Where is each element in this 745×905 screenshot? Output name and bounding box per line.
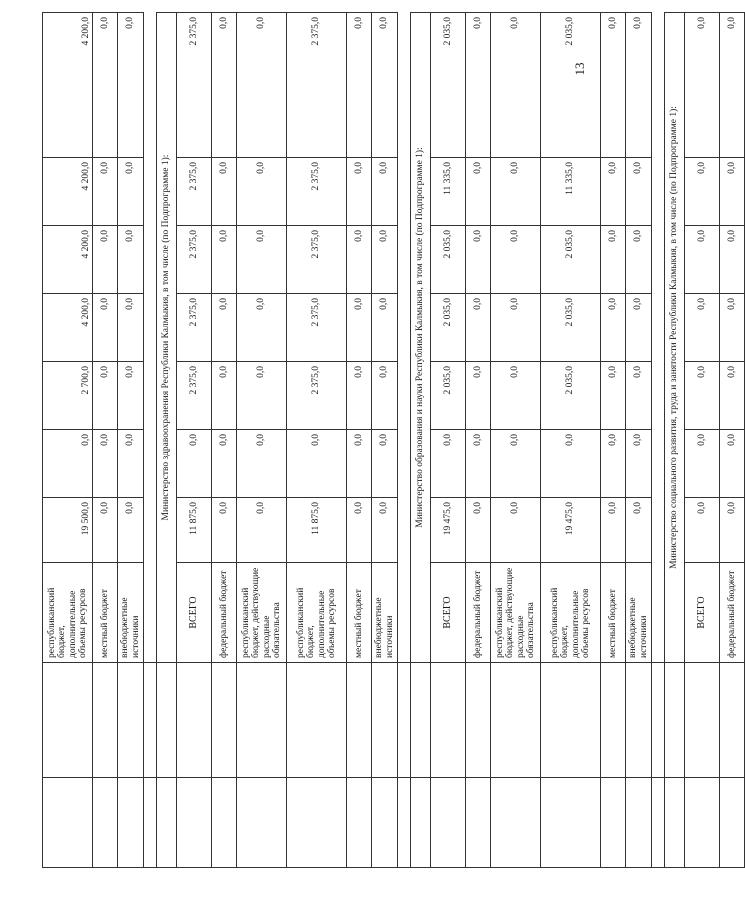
value-cell: 11 335,0 [541, 158, 601, 226]
table-row [177, 13, 212, 868]
section-title-row [157, 13, 177, 868]
empty-cell [157, 778, 177, 868]
value-cell: 0,0 [347, 498, 372, 563]
value-cell: 0,0 [118, 158, 144, 226]
value-cell: 2 700,0 [43, 362, 93, 430]
value-cell: 0,0 [212, 362, 237, 430]
table-row [541, 13, 601, 868]
value-cell: 0,0 [212, 498, 237, 563]
section-title: Министерство образования и науки Республики Калмыкия, в том числе (по Подпрограмме 1): [411, 13, 431, 663]
row-label: федеральный бюджет [212, 563, 237, 663]
table-row [347, 13, 372, 868]
empty-cell [398, 13, 411, 663]
value-cell: 0,0 [626, 498, 652, 563]
value-cell: 0,0 [720, 158, 745, 226]
section-gap-row [398, 13, 411, 868]
empty-cell [212, 663, 237, 778]
value-cell: 0,0 [685, 158, 720, 226]
empty-cell [212, 778, 237, 868]
value-cell: 0,0 [118, 294, 144, 362]
empty-cell [411, 663, 431, 778]
value-cell: 0,0 [93, 13, 118, 158]
row-label: республиканский бюджет, действующие расходные обязательства [491, 563, 541, 663]
empty-cell [665, 663, 685, 778]
value-cell: 0,0 [347, 362, 372, 430]
value-cell: 19 475,0 [431, 498, 466, 563]
value-cell: 0,0 [601, 13, 626, 158]
row-label: республиканский бюджет, дополнительные объемы ресурсов [287, 563, 347, 663]
value-cell: 0,0 [237, 498, 287, 563]
value-cell: 0,0 [720, 294, 745, 362]
table-row [466, 13, 491, 868]
empty-cell [491, 778, 541, 868]
value-cell: 2 375,0 [177, 294, 212, 362]
row-label: федеральный бюджет [466, 563, 491, 663]
table-row [720, 13, 745, 868]
empty-cell [93, 663, 118, 778]
value-cell: 0,0 [685, 362, 720, 430]
value-cell: 0,0 [466, 158, 491, 226]
value-cell: 0,0 [43, 430, 93, 498]
section-title: Министерство здравоохранения Республики Калмыкия, в том числе (по Подпрограмме 1): [157, 13, 177, 663]
table-row [431, 13, 466, 868]
value-cell: 0,0 [237, 158, 287, 226]
value-cell: 0,0 [212, 158, 237, 226]
value-cell: 0,0 [491, 362, 541, 430]
value-cell: 0,0 [626, 226, 652, 294]
value-cell: 0,0 [626, 158, 652, 226]
budget-table-body [43, 13, 745, 868]
empty-cell [541, 663, 601, 778]
value-cell: 11 875,0 [287, 498, 347, 563]
empty-cell [652, 13, 665, 663]
empty-cell [93, 778, 118, 868]
value-cell: 0,0 [118, 498, 144, 563]
value-cell: 0,0 [372, 13, 398, 158]
empty-cell [287, 778, 347, 868]
empty-cell [118, 778, 144, 868]
value-cell: 0,0 [431, 430, 466, 498]
table-row [601, 13, 626, 868]
value-cell: 0,0 [626, 13, 652, 158]
table-row [237, 13, 287, 868]
value-cell: 0,0 [685, 226, 720, 294]
value-cell: 0,0 [212, 294, 237, 362]
value-cell: 0,0 [347, 226, 372, 294]
table-row [43, 13, 93, 868]
row-label: внебюджетные источники [372, 563, 398, 663]
empty-cell [491, 663, 541, 778]
empty-cell [601, 778, 626, 868]
value-cell: 0,0 [118, 430, 144, 498]
table-row [287, 13, 347, 868]
value-cell: 0,0 [720, 226, 745, 294]
value-cell: 2 375,0 [177, 13, 212, 158]
value-cell: 2 375,0 [177, 362, 212, 430]
value-cell: 0,0 [372, 498, 398, 563]
empty-cell [626, 663, 652, 778]
row-label: внебюджетные источники [118, 563, 144, 663]
value-cell: 2 035,0 [541, 226, 601, 294]
value-cell: 0,0 [287, 430, 347, 498]
empty-cell [144, 663, 157, 778]
value-cell: 0,0 [685, 13, 720, 158]
value-cell: 11 875,0 [177, 498, 212, 563]
empty-cell [411, 778, 431, 868]
value-cell: 0,0 [237, 430, 287, 498]
row-label: ВСЕГО [177, 563, 212, 663]
table-row [212, 13, 237, 868]
value-cell: 0,0 [237, 226, 287, 294]
empty-cell [398, 778, 411, 868]
value-cell: 0,0 [372, 294, 398, 362]
empty-cell [177, 778, 212, 868]
value-cell: 0,0 [720, 13, 745, 158]
value-cell: 0,0 [491, 430, 541, 498]
value-cell: 0,0 [685, 430, 720, 498]
value-cell: 0,0 [466, 13, 491, 158]
budget-table [42, 12, 745, 868]
value-cell: 0,0 [541, 430, 601, 498]
empty-cell [347, 778, 372, 868]
table-row [626, 13, 652, 868]
value-cell: 0,0 [601, 430, 626, 498]
value-cell: 2 375,0 [287, 13, 347, 158]
row-label: местный бюджет [601, 563, 626, 663]
value-cell: 2 035,0 [431, 226, 466, 294]
row-label: ВСЕГО [431, 563, 466, 663]
value-cell: 11 335,0 [431, 158, 466, 226]
value-cell: 0,0 [491, 498, 541, 563]
empty-cell [372, 663, 398, 778]
value-cell: 4 200,0 [43, 13, 93, 158]
table-row [372, 13, 398, 868]
empty-cell [685, 778, 720, 868]
empty-cell [287, 663, 347, 778]
table-row [685, 13, 720, 868]
value-cell: 0,0 [93, 226, 118, 294]
value-cell: 0,0 [626, 430, 652, 498]
empty-cell [541, 778, 601, 868]
value-cell: 0,0 [93, 158, 118, 226]
value-cell: 0,0 [626, 294, 652, 362]
section-title-row [665, 13, 685, 868]
empty-cell [685, 663, 720, 778]
value-cell: 2 375,0 [177, 226, 212, 294]
empty-cell [431, 663, 466, 778]
empty-cell [720, 663, 745, 778]
value-cell: 0,0 [372, 362, 398, 430]
empty-cell [144, 13, 157, 663]
value-cell: 2 035,0 [541, 13, 601, 158]
row-label: местный бюджет [347, 563, 372, 663]
table-row [491, 13, 541, 868]
empty-cell [431, 778, 466, 868]
value-cell: 0,0 [626, 362, 652, 430]
empty-cell [398, 663, 411, 778]
row-label: ВСЕГО [685, 563, 720, 663]
row-label: местный бюджет [93, 563, 118, 663]
empty-cell [720, 778, 745, 868]
value-cell: 0,0 [177, 430, 212, 498]
value-cell: 0,0 [491, 294, 541, 362]
empty-cell [43, 663, 93, 778]
empty-cell [347, 663, 372, 778]
value-cell: 0,0 [601, 498, 626, 563]
value-cell: 0,0 [372, 158, 398, 226]
value-cell: 2 035,0 [541, 294, 601, 362]
value-cell: 2 375,0 [287, 158, 347, 226]
value-cell: 0,0 [212, 13, 237, 158]
page-number: 13 [572, 62, 587, 76]
empty-cell [177, 663, 212, 778]
value-cell: 0,0 [466, 362, 491, 430]
table-row [118, 13, 144, 868]
empty-cell [665, 778, 685, 868]
rotated-page [42, 13, 737, 868]
value-cell: 2 375,0 [287, 226, 347, 294]
value-cell: 0,0 [118, 13, 144, 158]
empty-cell [652, 663, 665, 778]
value-cell: 0,0 [347, 294, 372, 362]
empty-cell [626, 778, 652, 868]
value-cell: 4 200,0 [43, 226, 93, 294]
value-cell: 0,0 [347, 158, 372, 226]
value-cell: 0,0 [118, 362, 144, 430]
section-gap-row [652, 13, 665, 868]
value-cell: 0,0 [601, 294, 626, 362]
value-cell: 0,0 [93, 430, 118, 498]
empty-cell [466, 663, 491, 778]
empty-cell [601, 663, 626, 778]
empty-cell [237, 778, 287, 868]
table-row [93, 13, 118, 868]
row-label: республиканский бюджет, дополнительные объемы ресурсов [43, 563, 93, 663]
value-cell: 0,0 [491, 13, 541, 158]
row-label: республиканский бюджет, действующие расходные обязательства [237, 563, 287, 663]
value-cell: 0,0 [93, 498, 118, 563]
value-cell: 0,0 [720, 430, 745, 498]
value-cell: 0,0 [212, 226, 237, 294]
row-label: внебюджетные источники [626, 563, 652, 663]
value-cell: 0,0 [685, 294, 720, 362]
value-cell: 2 035,0 [431, 13, 466, 158]
value-cell: 0,0 [237, 13, 287, 158]
value-cell: 19 475,0 [541, 498, 601, 563]
empty-cell [43, 778, 93, 868]
value-cell: 2 375,0 [287, 362, 347, 430]
value-cell: 0,0 [491, 226, 541, 294]
value-cell: 2 035,0 [541, 362, 601, 430]
empty-cell [157, 663, 177, 778]
section-title-row [411, 13, 431, 868]
empty-cell [652, 778, 665, 868]
value-cell: 4 200,0 [43, 158, 93, 226]
value-cell: 19 500,0 [43, 498, 93, 563]
value-cell: 0,0 [466, 226, 491, 294]
value-cell: 0,0 [347, 13, 372, 158]
value-cell: 2 375,0 [287, 294, 347, 362]
value-cell: 0,0 [237, 294, 287, 362]
value-cell: 0,0 [466, 430, 491, 498]
value-cell: 0,0 [466, 294, 491, 362]
section-title: Министерство социального развития, труда и занятости Республики Калмыкия, в том числе (по Подпрограмме 1): [665, 13, 685, 663]
value-cell: 0,0 [237, 362, 287, 430]
value-cell: 0,0 [720, 362, 745, 430]
empty-cell [372, 778, 398, 868]
row-label: республиканский бюджет, дополнительные объемы ресурсов [541, 563, 601, 663]
value-cell: 0,0 [372, 430, 398, 498]
empty-cell [118, 663, 144, 778]
value-cell: 0,0 [720, 498, 745, 563]
empty-cell [144, 778, 157, 868]
value-cell: 0,0 [685, 498, 720, 563]
section-gap-row [144, 13, 157, 868]
value-cell: 0,0 [93, 362, 118, 430]
value-cell: 0,0 [601, 158, 626, 226]
value-cell: 0,0 [601, 362, 626, 430]
value-cell: 2 035,0 [431, 294, 466, 362]
value-cell: 0,0 [466, 498, 491, 563]
value-cell: 0,0 [118, 226, 144, 294]
row-label: федеральный бюджет [720, 563, 745, 663]
value-cell: 0,0 [347, 430, 372, 498]
value-cell: 4 200,0 [43, 294, 93, 362]
value-cell: 0,0 [491, 158, 541, 226]
value-cell: 2 035,0 [431, 362, 466, 430]
empty-cell [237, 663, 287, 778]
empty-cell [466, 778, 491, 868]
value-cell: 0,0 [212, 430, 237, 498]
value-cell: 0,0 [372, 226, 398, 294]
value-cell: 2 375,0 [177, 158, 212, 226]
value-cell: 0,0 [93, 294, 118, 362]
value-cell: 0,0 [601, 226, 626, 294]
